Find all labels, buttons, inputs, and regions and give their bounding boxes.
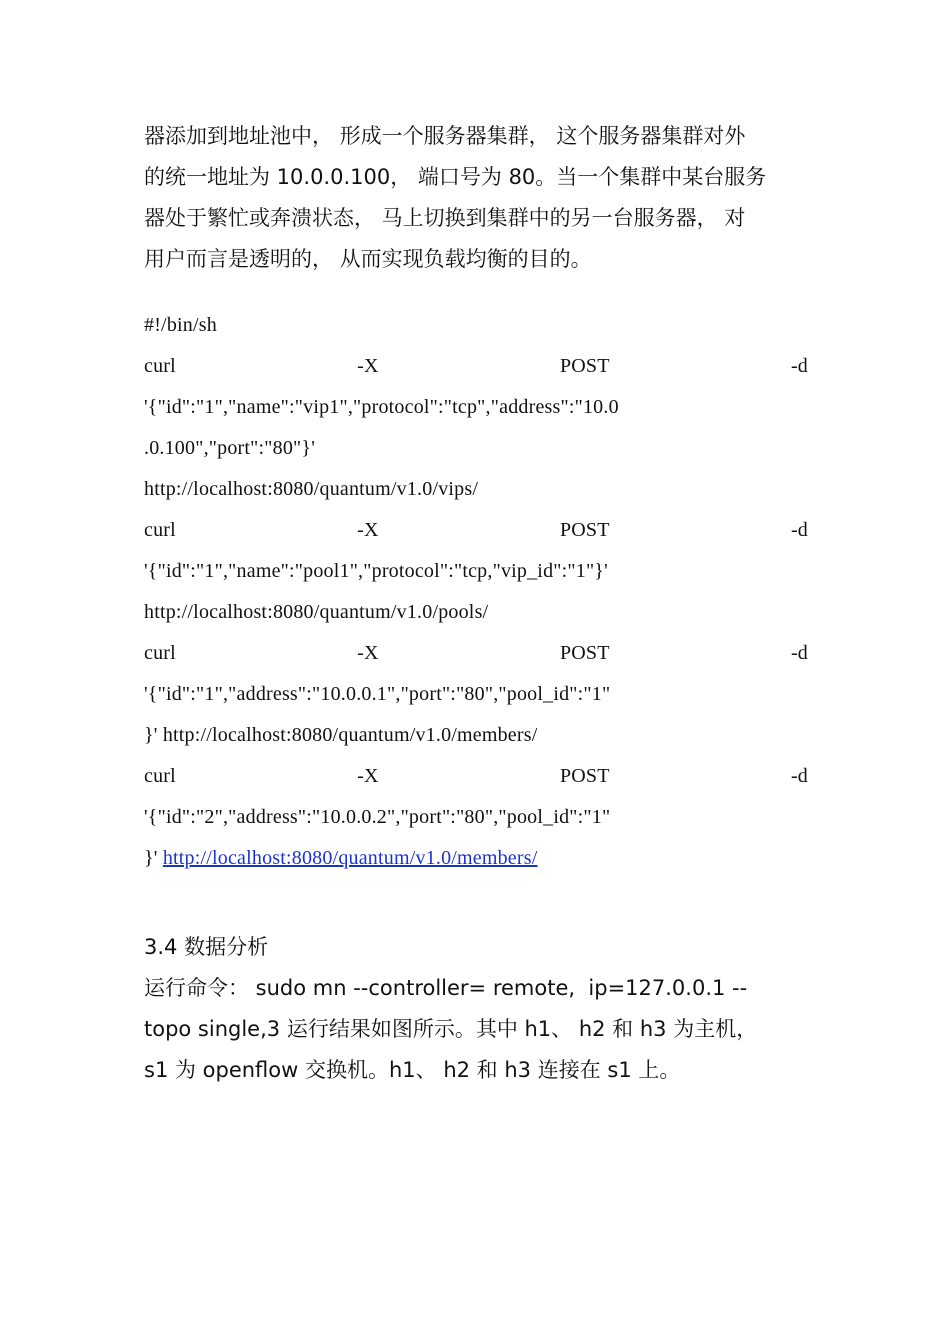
json-payload-line: '{"id":"2","address":"10.0.0.2","port":"80","pool_id":"1" [144, 806, 611, 828]
json-payload-line: .0.100","port":"80"}' [144, 437, 315, 459]
data-flag-token: -d [790, 355, 808, 377]
flag-token: -X [357, 355, 379, 377]
json-closing: }' [144, 724, 163, 746]
data-flag-token: -d [790, 765, 808, 787]
url-line [144, 469, 808, 510]
paragraph-line: 器处于繁忙或奔溃状态， 马上切换到集群中的另一台服务器， 对 [144, 206, 746, 230]
paragraph-line: 器添加到地址池中， 形成一个服务器集群， 这个服务器集群对外 [144, 124, 746, 148]
curl-token: curl [144, 519, 176, 541]
intro-paragraph [144, 116, 808, 280]
method-token: POST [559, 519, 610, 541]
members-hyperlink[interactable]: http://localhost:8080/quantum/v1.0/members/ [162, 847, 538, 869]
json-closing: }' [144, 847, 163, 869]
paragraph-line: 用户而言是透明的， 从而实现负载均衡的目的。 [144, 247, 592, 271]
curl-command-line [144, 346, 808, 387]
method-token: POST [559, 642, 610, 664]
curl-command-line [144, 633, 808, 674]
section-line: s1 为 openflow 交换机。h1、 h2 和 h3 连接在 s1 上。 [144, 1058, 681, 1082]
curl-token: curl [144, 642, 176, 664]
data-flag-token: -d [790, 642, 808, 664]
section-heading: 3.4 数据分析 [144, 935, 269, 959]
shell-script [144, 305, 808, 879]
flag-token: -X [357, 642, 379, 664]
json-payload-line: '{"id":"1","name":"vip1","protocol":"tcp","address":"10.0 [144, 396, 619, 418]
url-line [144, 592, 808, 633]
curl-token: curl [144, 355, 176, 377]
section-line: topo single,3 运行结果如图所示。其中 h1、 h2 和 h3 为主机， [144, 1017, 758, 1041]
section-data-analysis [144, 927, 808, 1091]
url-line [144, 715, 808, 756]
method-token: POST [559, 765, 610, 787]
json-payload-line: '{"id":"1","address":"10.0.0.1","port":"80","pool_id":"1" [144, 683, 611, 705]
section-line: 运行命令： sudo mn --controller= remote, ip=127.0.0.1 -- [144, 976, 748, 1000]
url-text: http://localhost:8080/quantum/v1.0/vips/ [144, 478, 479, 500]
shebang-line: #!/bin/sh [144, 314, 217, 336]
url-text: http://localhost:8080/quantum/v1.0/pools/ [144, 601, 489, 623]
paragraph-line: 的统一地址为 10.0.0.100， 端口号为 80。当一个集群中某台服务 [144, 165, 767, 189]
curl-command-line [144, 756, 808, 797]
url-line [144, 838, 808, 879]
curl-token: curl [144, 765, 176, 787]
curl-command-line [144, 510, 808, 551]
json-payload-line: '{"id":"1","name":"pool1","protocol":"tcp,"vip_id":"1"}' [144, 560, 608, 582]
method-token: POST [559, 355, 610, 377]
flag-token: -X [357, 519, 379, 541]
flag-token: -X [357, 765, 379, 787]
url-text: http://localhost:8080/quantum/v1.0/members/ [162, 724, 538, 746]
data-flag-token: -d [790, 519, 808, 541]
